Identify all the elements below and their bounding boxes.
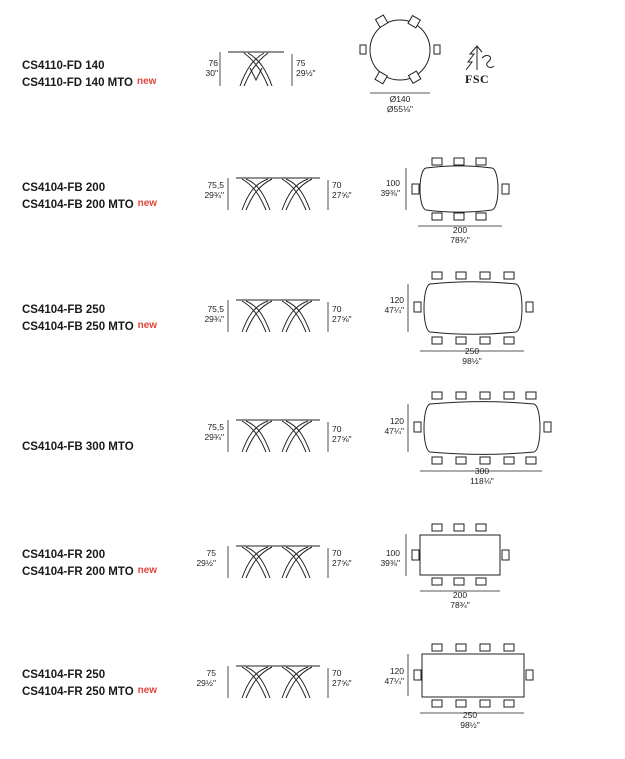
- product-name: CS4104-FB 250 CS4104-FB 250 MTO new: [22, 304, 158, 333]
- table-plan: [406, 390, 556, 466]
- product-name: CS4104-FR 250 CS4104-FR 250 MTO new: [22, 669, 158, 698]
- side-elevation: [220, 50, 292, 90]
- height-dim-left: 75,5 29¾": [204, 180, 224, 200]
- product-row-fb250: [0, 268, 625, 378]
- height-dim-right: 70 27⅝": [332, 668, 352, 688]
- table-plan: [406, 640, 540, 712]
- depth-dim: 120 47¼": [384, 416, 404, 436]
- width-dim: 200 78¾": [450, 225, 470, 245]
- new-badge: new: [137, 198, 158, 209]
- depth-dim: 120 47¼": [384, 666, 404, 686]
- new-badge: new: [137, 565, 158, 576]
- fsc-logo-icon: [460, 44, 498, 74]
- height-dim-left: 75 29½": [196, 548, 216, 568]
- height-dim-left: 75 29½": [196, 668, 216, 688]
- new-badge: new: [137, 320, 158, 331]
- height-dim-right: 70 27⅝": [332, 548, 352, 568]
- depth-dim: 100 39⅜": [380, 178, 400, 198]
- width-dim: 250 98½": [460, 710, 480, 730]
- height-dim-left: 76 30": [205, 58, 218, 78]
- product-name: CS4104-FB 300 MTO: [22, 441, 134, 453]
- product-row-fr200: [0, 520, 625, 620]
- side-elevation: [228, 298, 328, 334]
- product-row-fr250: [0, 640, 625, 750]
- new-badge: new: [137, 76, 157, 87]
- new-badge: new: [137, 685, 158, 696]
- product-row-fb200: [0, 150, 625, 250]
- side-elevation: [228, 418, 328, 454]
- product-row-fd140: [0, 0, 625, 125]
- fsc-label: FSC: [465, 72, 490, 86]
- side-elevation: [228, 544, 328, 580]
- product-name: CS4104-FR 200 CS4104-FR 200 MTO new: [22, 549, 158, 578]
- height-dim-right: 70 27⅝": [332, 180, 352, 200]
- height-dim-right: 70 27⅝": [332, 424, 352, 444]
- diameter-dim: Ø140 Ø55⅛": [386, 94, 414, 114]
- height-dim-right: 70 27⅝": [332, 304, 352, 324]
- width-dim: 200 78¾": [450, 590, 470, 610]
- product-row-fb300: [0, 388, 625, 498]
- height-dim-right: 75 29½": [296, 58, 316, 78]
- height-dim-left: 75,5 29¾": [204, 304, 224, 324]
- side-elevation: [228, 176, 328, 212]
- side-elevation: [228, 664, 328, 700]
- product-name: CS4110-FD 140 CS4110-FD 140 MTO new: [22, 60, 157, 89]
- table-plan: [404, 156, 516, 222]
- table-plan: [406, 270, 540, 346]
- width-dim: 300 118⅛": [470, 466, 494, 486]
- table-plan: [404, 524, 516, 586]
- product-name: CS4104-FB 200 CS4104-FB 200 MTO new: [22, 182, 158, 211]
- height-dim-left: 75,5 29¾": [204, 422, 224, 442]
- width-dim: 250 98½": [462, 346, 482, 366]
- depth-dim: 120 47¼": [384, 295, 404, 315]
- round-table-plan: [360, 15, 440, 90]
- depth-dim: 100 39⅜": [380, 548, 400, 568]
